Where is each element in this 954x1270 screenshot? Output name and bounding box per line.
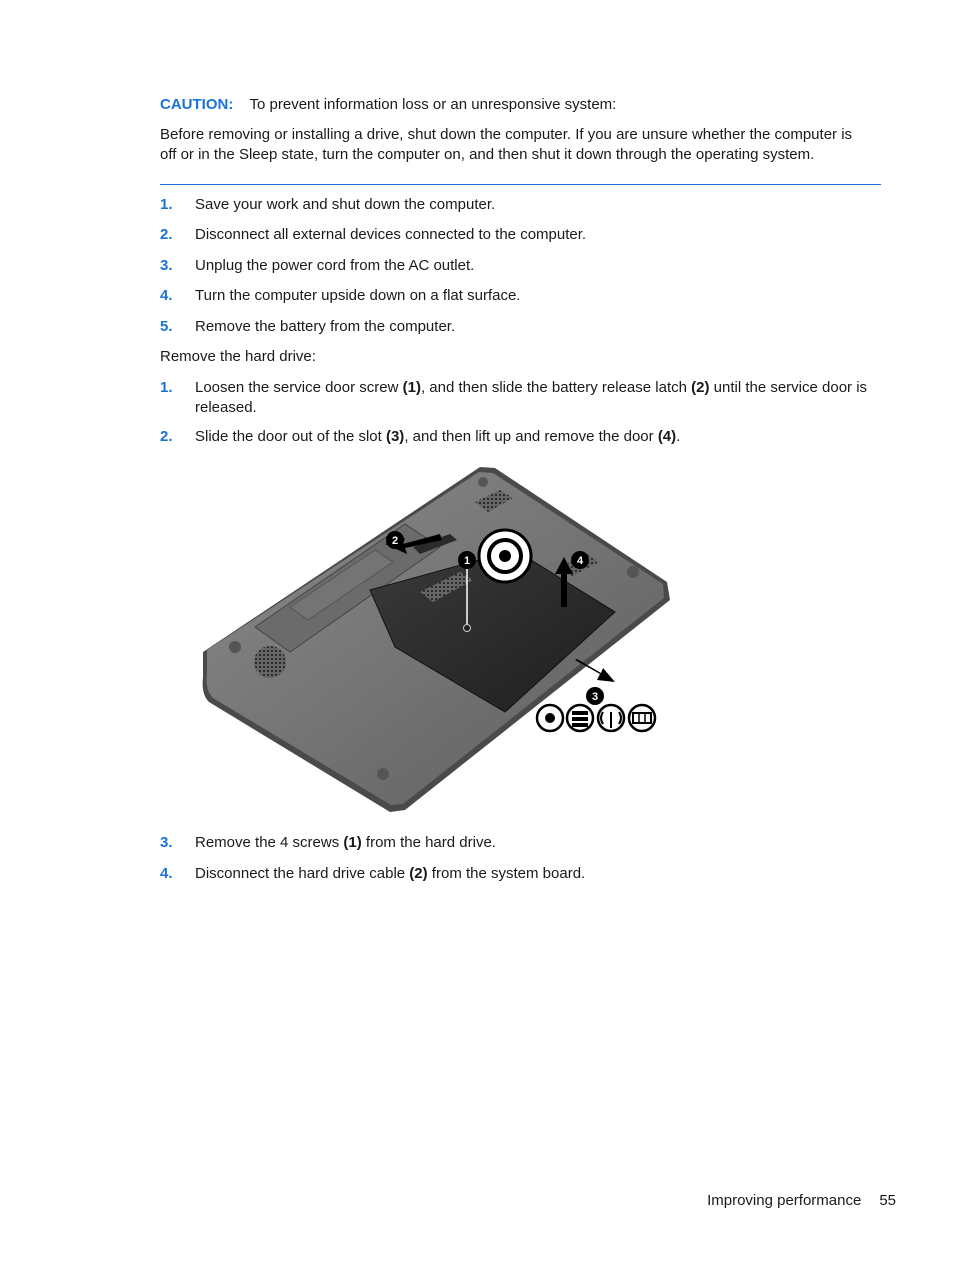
step-text: Turn the computer upside down on a flat surface.: [195, 287, 521, 304]
step-text: Loosen the service door screw (1), and then slide the battery release latch (2) until the service door is released.: [195, 379, 868, 416]
step-number: 4.: [160, 865, 173, 882]
hard-drive-icon: [537, 705, 563, 731]
step-number: 3.: [160, 834, 173, 851]
step-text: Save your work and shut down the computer.: [195, 196, 496, 213]
storage-stack-icon: [567, 705, 593, 731]
page-footer: [707, 1192, 896, 1209]
step-text: Slide the door out of the slot (3), and then lift up and remove the door (4).: [195, 428, 681, 445]
step-text: Unplug the power cord from the AC outlet.: [195, 257, 475, 274]
callout-2: 2: [391, 535, 399, 547]
step-text: Disconnect the hard drive cable (2) from the system board.: [195, 865, 586, 882]
step-text: Remove the battery from the computer.: [195, 318, 456, 335]
laptop-service-door-illustration: [195, 462, 675, 817]
step-text: Disconnect all external devices connected to the computer.: [195, 226, 587, 243]
step-number: 1.: [160, 379, 173, 396]
step-number: 2.: [160, 226, 173, 243]
step-text: Remove the 4 screws (1) from the hard drive.: [195, 834, 496, 851]
callout-4: 4: [576, 555, 584, 567]
callout-3: 3: [591, 691, 599, 703]
caution-rule: [160, 184, 881, 185]
step-number: 2.: [160, 428, 173, 445]
memory-module-icon: [629, 705, 655, 731]
step-number: 3.: [160, 257, 173, 274]
wireless-icon: [598, 705, 624, 731]
caution-body: Before removing or installing a drive, shut down the computer. If you are unsure whether the computer is off or in the Sleep state, turn the computer on, and then shut it down through the operating system.: [160, 126, 853, 163]
caution-label: CAUTION:: [160, 96, 234, 113]
caution-text: To prevent information loss or an unresponsive system:: [249, 96, 617, 113]
step-number: 5.: [160, 318, 173, 335]
caution-line: [160, 95, 616, 115]
laptop-bottom-illustration: [195, 462, 675, 817]
callout-1: 1: [463, 555, 471, 567]
remove-heading: Remove the hard drive:: [160, 348, 316, 365]
page-number: 55: [879, 1192, 896, 1209]
footer-section-title: Improving performance: [707, 1192, 862, 1209]
step-number: 1.: [160, 196, 173, 213]
step-number: 4.: [160, 287, 173, 304]
